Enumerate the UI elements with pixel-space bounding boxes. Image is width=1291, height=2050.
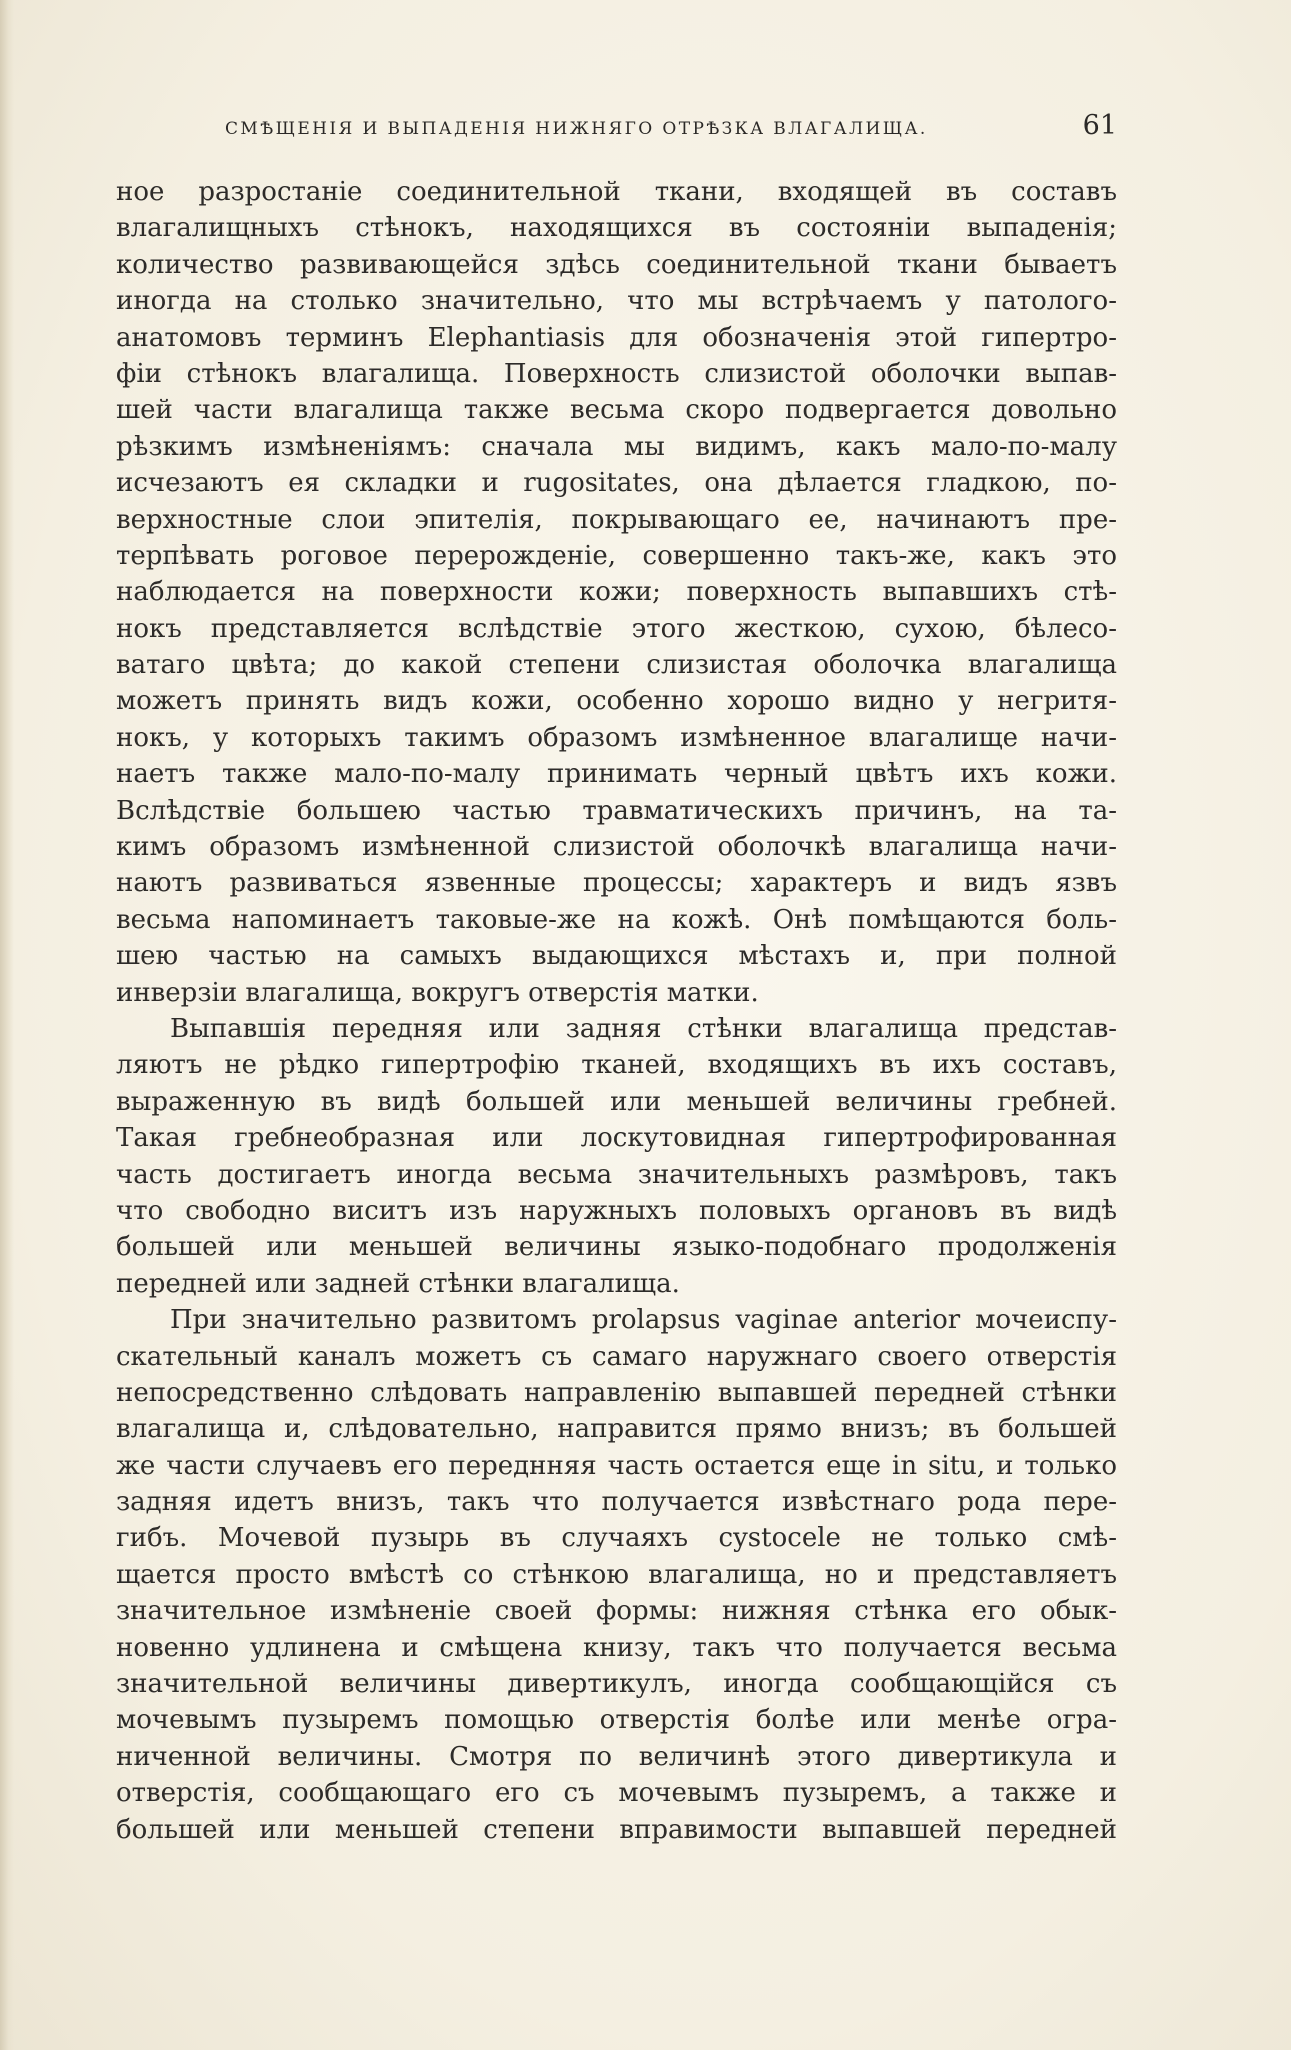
paragraph [116, 1011, 1117, 1302]
text-line: верхностные слои эпителія, покрывающаго ее, начинаютъ пре- [116, 504, 1117, 535]
text-line: щается просто вмѣстѣ со стѣнкою влагалища, но и представляетъ [116, 1559, 1117, 1590]
text-line: ватаго цвѣта; до какой степени слизистая оболочка влагалища [116, 650, 1117, 681]
text-line: скательный каналъ можетъ съ самаго наружнаго своего отверстія [116, 1341, 1117, 1372]
body-text [116, 174, 1117, 1848]
text-line: же части случаевъ его переднняя часть остается еще in situ, и только [116, 1450, 1117, 1481]
text-line: терпѣвать роговое перерожденіе, совершенно такъ-же, какъ это [116, 540, 1117, 571]
text-line: рѣзкимъ измѣненіямъ: сначала мы видимъ, какъ мало-по-малу [116, 431, 1117, 462]
text-line: большей или меньшей степени вправимости выпавшей передней [116, 1814, 1117, 1845]
text-line: инверзіи влагалища, вокругъ отверстія матки. [116, 977, 759, 1008]
text-line: нокъ, у которыхъ такимъ образомъ измѣненное влагалище начи- [116, 722, 1117, 753]
text-line: Вслѣдствіе большею частью травматическихъ причинъ, на та- [116, 795, 1117, 826]
text-line: наютъ развиваться язвенные процессы; характеръ и видъ язвъ [116, 868, 1117, 899]
text-line: При значительно развитомъ prolapsus vaginae anterior мочеиспу- [170, 1305, 1117, 1336]
text-line: передней или задней стѣнки влагалища. [116, 1268, 680, 1299]
text-line: ляютъ не рѣдко гипертрофію тканей, входящихъ въ ихъ составъ, [116, 1050, 1117, 1081]
text-line: исчезаютъ ея складки и rugositates, она дѣлается гладкою, по- [116, 468, 1117, 499]
text-line: можетъ принять видъ кожи, особенно хорошо видно у негритя- [116, 686, 1117, 717]
paragraph [116, 1302, 1117, 1848]
text-line: иногда на столько значительно, что мы встрѣчаемъ у патолого- [116, 286, 1117, 317]
text-line: весьма напоминаетъ таковые-же на кожѣ. Онѣ помѣщаются боль- [116, 904, 1117, 935]
text-line: что свободно виситъ изъ наружныхъ половыхъ органовъ въ видѣ [116, 1195, 1117, 1226]
text-line: наблюдается на поверхности кожи; поверхность выпавшихъ стѣ- [116, 577, 1117, 608]
text-line: анатомовъ терминъ Elephantiasis для обозначенія этой гипертро- [116, 322, 1117, 353]
text-line: кимъ образомъ измѣненной слизистой оболочкѣ влагалища начи- [116, 832, 1117, 863]
text-line: отверстія, сообщающаго его съ мочевымъ пузыремъ, а также и [116, 1778, 1117, 1809]
text-line: влагалищныхъ стѣнокъ, находящихся въ состояніи выпаденія; [116, 213, 1117, 244]
text-line: значительное измѣненіе своей формы: нижняя стѣнка его обык- [116, 1596, 1117, 1627]
text-line: ное разростаніе соединительной ткани, входящей въ составъ [116, 177, 1117, 207]
text-line: Такая гребнеобразная или лоскутовидная гипертрофированная [116, 1123, 1117, 1154]
text-line: большей или меньшей величины языко-подобнаго продолженія [116, 1232, 1117, 1263]
running-title: СМѢЩЕНІЯ И ВЫПАДЕНІЯ НИЖНЯГО ОТРѢЗКА ВЛАГАЛИЩА. [225, 119, 928, 139]
text-line: Выпавшія передняя или задняя стѣнки влагалища представ- [170, 1013, 1117, 1044]
text-line: задняя идетъ внизъ, такъ что получается извѣстнаго рода пере- [116, 1487, 1117, 1518]
page-header [225, 110, 1117, 150]
text-line: гибъ. Мочевой пузырь въ случаяхъ cystocele не только смѣ- [116, 1523, 1117, 1554]
text-line: мочевымъ пузыремъ помощью отверстія болѣе или менѣе огра- [116, 1705, 1117, 1736]
page-number: 61 [1082, 110, 1117, 141]
text-line: фіи стѣнокъ влагалища. Поверхность слизистой оболочки выпав- [116, 358, 1117, 389]
spine-shadow [0, 0, 14, 2050]
text-line: значительной величины дивертикулъ, иногда сообщающійся съ [116, 1669, 1117, 1700]
text-line: нокъ представляется вслѣдствіе этого жесткою, сухою, бѣлесо- [116, 613, 1117, 644]
text-line: новенно удлинена и смѣщена книзу, такъ что получается весьма [116, 1632, 1117, 1663]
paragraph [116, 174, 1117, 1011]
text-line: выраженную въ видѣ большей или меньшей величины гребней. [116, 1086, 1117, 1117]
text-line: шей части влагалища также весьма скоро подвергается довольно [116, 395, 1117, 426]
text-line: часть достигаетъ иногда весьма значительныхъ размѣровъ, такъ [116, 1159, 1117, 1190]
text-line: шею частью на самыхъ выдающихся мѣстахъ и, при полной [116, 941, 1117, 972]
text-line: наетъ также мало-по-малу принимать черный цвѣтъ ихъ кожи. [116, 759, 1117, 790]
text-line: непосредственно слѣдовать направленію выпавшей передней стѣнки [116, 1377, 1117, 1408]
text-line: влагалища и, слѣдовательно, направится прямо внизъ; въ большей [116, 1414, 1117, 1445]
text-line: количество развивающейся здѣсь соединительной ткани бываетъ [116, 249, 1117, 280]
text-line: ниченной величины. Смотря по величинѣ этого дивертикула и [116, 1741, 1117, 1772]
